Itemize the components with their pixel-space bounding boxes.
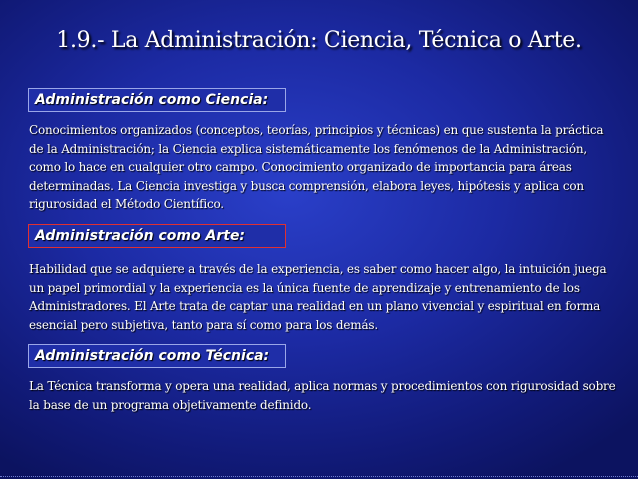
paragraph-ciencia: Conocimientos organizados (conceptos, teorías, principios y técnicas) en que sustenta la práctica de la Administración; la Ciencia explica sistemáticamente los fenómenos de la Administración, como lo hace en cualquier otro campo. Conocimiento organizado de importancia para áreas determinadas. La Ciencia investiga y busca comprensión, elabora leyes, hipótesis y aplica con rigurosidad el Método Científico.	[29, 123, 604, 212]
label-tecnica: Administración como Técnica:	[28, 344, 286, 368]
label-arte: Administración como Arte:	[28, 224, 286, 248]
label-ciencia: Administración como Ciencia:	[28, 88, 286, 112]
paragraph-arte: Habilidad que se adquiere a través de la experiencia, es saber como hacer algo, la intuición juega un papel primordial y la experiencia es la única fuente de aprendizaje y entrenamiento de los Administradores. El Arte trata de captar una realidad en un plano vivencial y espiritual en forma esencial pero subjetiva, tanto para sí como para los demás.	[29, 262, 607, 332]
slide-title: 1.9.- La Administración: Ciencia, Técnica o Arte.	[56, 28, 582, 53]
paragraph-tecnica: La Técnica transforma y opera una realidad, aplica normas y procedimientos con rigurosidad sobre la base de un programa objetivamente definido.	[29, 379, 616, 412]
footer-divider	[0, 476, 638, 478]
